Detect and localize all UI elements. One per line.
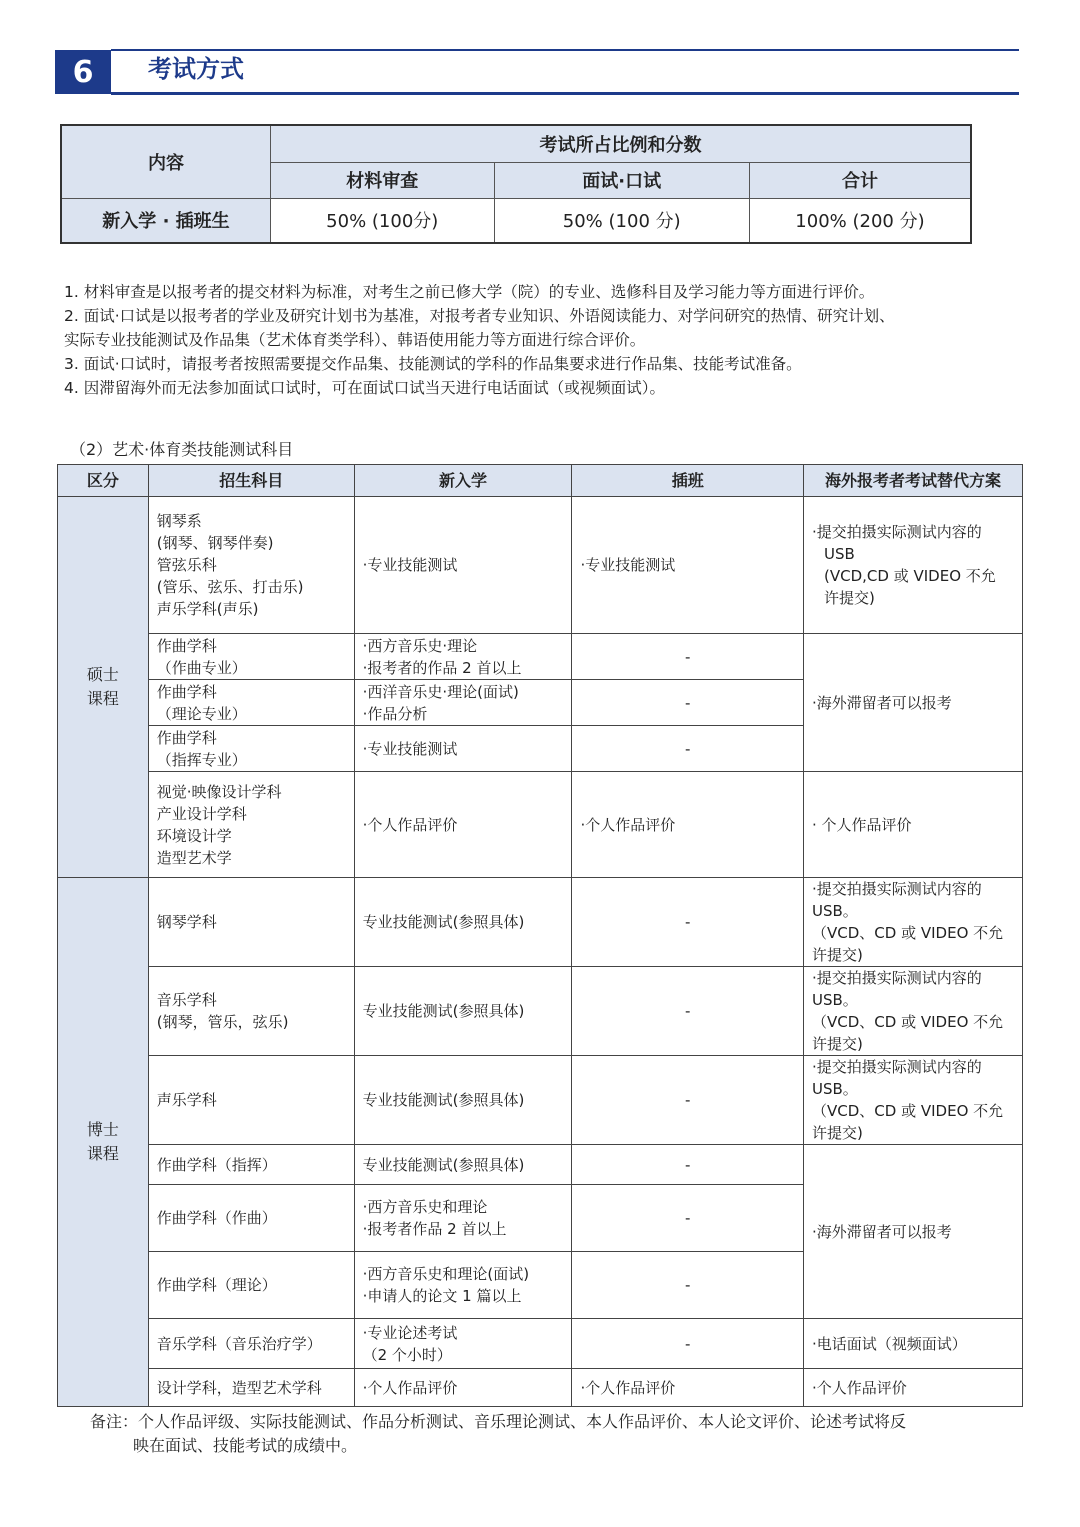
row-label: 新入学 · 插班生 (61, 198, 270, 243)
transfer-cell: - (572, 634, 804, 680)
subject-cell: 作曲学科（作曲） (148, 1185, 354, 1252)
note-item: 4. 因滞留海外而无法参加面试口试时，可在面试口试当天进行电话面试（或视频面试）。 (64, 379, 665, 397)
cell-line: (VCD,CD 或 VIDEO 不允 (824, 567, 996, 585)
header-rule-bottom (111, 92, 1019, 95)
subject-cell (148, 726, 354, 772)
footnote-line: 映在面试、技能考试的成绩中。 (133, 1436, 358, 1455)
transfer-cell: - (572, 1252, 804, 1319)
new-admission-cell: ·个人作品评价 (354, 772, 572, 878)
cell-line: ·西方音乐史和理论 (362, 1198, 488, 1216)
doctoral-group (58, 878, 149, 1407)
transfer-cell: - (572, 1319, 804, 1369)
cell-line: （VCD、CD 或 VIDEO 不允 (812, 924, 1004, 942)
cell-line: ·提交拍摄实际测试内容的 (812, 880, 982, 898)
cell-line: （2 个小时） (362, 1345, 452, 1364)
subject-cell (148, 772, 354, 878)
overseas-cell (804, 1056, 1023, 1145)
subject-line: （作曲专业） (156, 658, 247, 677)
overseas-cell: ·海外滞留者可以报考 (804, 1145, 1023, 1319)
subject-cell: 作曲学科（理论） (148, 1252, 354, 1319)
cell-line: USB。 (812, 991, 858, 1009)
header-overseas: 海外报考者考试替代方案 (804, 465, 1023, 497)
transfer-cell: - (572, 878, 804, 967)
header-transfer: 插班 (572, 465, 804, 497)
transfer-cell: - (572, 1145, 804, 1185)
subject-line: 视觉·映像设计学科 (156, 782, 282, 801)
overseas-cell: ·电话面试（视频面试） (804, 1319, 1023, 1369)
interview-value: 50% (100 分) (494, 198, 749, 243)
subject-line: 音乐学科 (156, 991, 217, 1009)
footnote (90, 1410, 1030, 1458)
new-admission-cell: 专业技能测试(参照具体) (354, 1145, 572, 1185)
note-item: 3. 面试·口试时，请报考者按照需要提交作品集、技能测试的学科的作品集要求进行作品集、技能考试准备。 (64, 355, 802, 373)
subject-line: 作曲学科 (156, 682, 217, 701)
cell-line: USB。 (812, 1080, 858, 1098)
overseas-cell: ·个人作品评价 (804, 1369, 1023, 1407)
material-review-value: 50% (100分) (270, 198, 494, 243)
cell-line: ·西方音乐史·理论 (362, 636, 478, 655)
group-label: 博士 (86, 1120, 119, 1139)
notes-list (64, 280, 1034, 400)
note-item: 实际专业技能测试及作品集（艺术体育类学科）、韩语使用能力等方面进行综合评价。 (64, 331, 646, 349)
subject-line: 产业设计学科 (156, 804, 247, 823)
subject-line: （指挥专业） (156, 750, 247, 769)
cell-line: ·报考者作品 2 首以上 (362, 1220, 507, 1238)
cell-line: 许提交) (812, 1035, 863, 1053)
transfer-cell: - (572, 680, 804, 726)
interview-header: 面试·口试 (494, 162, 749, 198)
new-admission-cell: ·个人作品评价 (354, 1369, 572, 1407)
cell-line: （VCD、CD 或 VIDEO 不允 (812, 1013, 1004, 1031)
new-admission-cell (354, 1185, 572, 1252)
group-label: 课程 (86, 689, 119, 708)
subject-cell (148, 497, 354, 634)
subject-line: 管弦乐科 (156, 556, 217, 574)
note-item: 1. 材料审查是以报考者的提交材料为标准，对考生之前已修大学（院）的专业、选修科目及学习能力等方面进行评价。 (64, 283, 875, 301)
material-review-header: 材料审查 (270, 162, 494, 198)
group-label: 硕士 (86, 665, 119, 684)
subject-line: 环境设计学 (156, 826, 232, 845)
cell-line: ·西方音乐史和理论(面试) (362, 1265, 530, 1283)
overseas-cell (804, 497, 1023, 634)
cell-line: ·作品分析 (362, 704, 428, 723)
subject-cell (148, 680, 354, 726)
cell-line: ·专业论述考试 (362, 1323, 458, 1342)
score-ratio-table (60, 124, 972, 244)
overseas-cell: ·海外滞留者可以报考 (804, 634, 1023, 772)
new-admission-cell: ·专业技能测试 (354, 726, 572, 772)
header-rule-top (111, 49, 1019, 51)
subject-line: 作曲学科 (156, 636, 217, 655)
cell-line: 许提交) (812, 946, 863, 964)
header-new-admission: 新入学 (354, 465, 572, 497)
subject-cell: 音乐学科（音乐治疗学） (148, 1319, 354, 1369)
table2-caption: （2）艺术·体育类技能测试科目 (70, 440, 294, 459)
subject-line: (管乐、弦乐、打击乐) (156, 578, 304, 596)
new-admission-cell: 专业技能测试(参照具体) (354, 967, 572, 1056)
subject-line: 造型艺术学 (156, 848, 232, 867)
subject-cell: 声乐学科 (148, 1056, 354, 1145)
new-admission-cell (354, 1252, 572, 1319)
transfer-cell: - (572, 1056, 804, 1145)
subject-line: (钢琴、钢琴伴奏) (156, 534, 274, 552)
subject-line: （理论专业） (156, 704, 247, 723)
cell-line: USB。 (812, 902, 858, 920)
cell-line: ·专业技能测试 (362, 556, 458, 574)
overseas-cell (804, 878, 1023, 967)
section-number: 6 (55, 50, 111, 94)
subject-cell: 作曲学科（指挥） (148, 1145, 354, 1185)
cell-line: ·提交拍摄实际测试内容的 (812, 1058, 982, 1076)
header-subject: 招生科目 (148, 465, 354, 497)
cell-line: ·报考者的作品 2 首以上 (362, 658, 522, 677)
subject-line: 作曲学科 (156, 728, 217, 747)
subject-cell (148, 634, 354, 680)
cell-line: （VCD、CD 或 VIDEO 不允 (812, 1102, 1004, 1120)
new-admission-cell (354, 680, 572, 726)
subject-cell (148, 967, 354, 1056)
note-item: 2. 面试·口试是以报考者的学业及研究计划书为基准，对报考者专业知识、外语阅读能力、对学问研究的热情、研究计划、 (64, 307, 895, 325)
new-admission-cell: 专业技能测试(参照具体) (354, 1056, 572, 1145)
cell-line: 许提交) (824, 589, 875, 607)
group-label: 课程 (86, 1144, 119, 1163)
new-admission-cell (354, 497, 572, 634)
cell-line: ·提交拍摄实际测试内容的 (812, 969, 982, 987)
total-value: 100% (200 分) (749, 198, 971, 243)
cell-line: ·提交拍摄实际测试内容的 (812, 523, 982, 541)
footnote-line: 备注：个人作品评级、实际技能测试、作品分析测试、音乐理论测试、本人作品评价、本人论文评价、论述考试将反 (90, 1412, 907, 1431)
overseas-cell (804, 967, 1023, 1056)
subject-cell: 设计学科，造型艺术学科 (148, 1369, 354, 1407)
cell-line: ·申请人的论文 1 篇以上 (362, 1287, 522, 1305)
skill-test-table (57, 464, 1023, 1407)
ratio-header: 考试所占比例和分数 (270, 125, 971, 162)
cell-line: ·西洋音乐史·理论(面试) (362, 682, 519, 701)
subject-cell: 钢琴学科 (148, 878, 354, 967)
new-admission-cell (354, 634, 572, 680)
section-title: 考试方式 (148, 55, 244, 83)
transfer-cell (572, 497, 804, 634)
new-admission-cell (354, 1319, 572, 1369)
transfer-cell: ·个人作品评价 (572, 772, 804, 878)
subject-line: 钢琴系 (156, 512, 202, 530)
subject-line: 声乐学科(声乐) (156, 600, 259, 618)
header-category: 区分 (58, 465, 149, 497)
transfer-cell: - (572, 726, 804, 772)
transfer-cell: ·个人作品评价 (572, 1369, 804, 1407)
total-header: 合计 (749, 162, 971, 198)
cell-line: ·专业技能测试 (580, 556, 676, 574)
masters-group (58, 497, 149, 878)
transfer-cell: - (572, 1185, 804, 1252)
cell-line: 许提交) (812, 1124, 863, 1142)
new-admission-cell: 专业技能测试(参照具体) (354, 878, 572, 967)
transfer-cell: - (572, 967, 804, 1056)
overseas-cell: · 个人作品评价 (804, 772, 1023, 878)
cell-line: USB (824, 545, 855, 563)
subject-line: (钢琴，管乐，弦乐) (156, 1013, 289, 1031)
content-header: 内容 (61, 125, 270, 198)
